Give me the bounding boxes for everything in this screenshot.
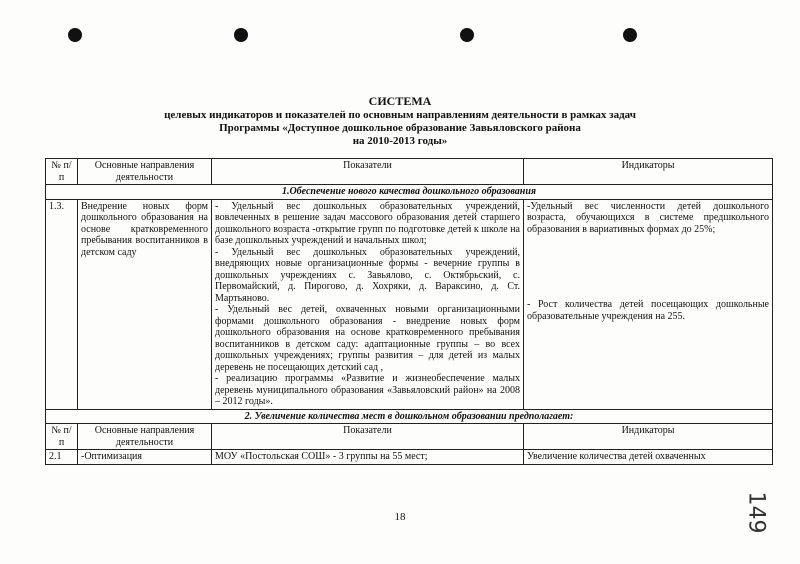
target-paragraph: - Рост количества детей посещающих дошкольные образовательные учреждения на 255. [527, 299, 769, 322]
row-targets [524, 199, 773, 409]
header-num: № п/п [46, 159, 78, 185]
row-indicators [212, 199, 524, 409]
indicator-paragraph: - Удельный вес дошкольных образовательных учреждений, внедряющих новые организационные формы - вечерние группы в дошкольных учреждениях с. Завьялово, с. Октябрьский, с. Первомайский, д. Пирогово, д. Хохряки, д. Вараксино, д. Ст. Мартьяново. [215, 246, 520, 304]
row-direction: Внедрение новых форм дошкольного образования на основе кратковременного пребывания воспитанников в детском саду [78, 199, 212, 409]
table-header-row-repeat [46, 424, 773, 450]
document-subtitle-line-3: на 2010-2013 годы» [352, 135, 448, 147]
handwritten-page-stamp: 149 [743, 491, 769, 534]
page-number: 18 [394, 511, 406, 523]
row-direction: -Оптимизация [78, 450, 212, 465]
target-paragraph: -Удельный вес численности детей дошкольного возраста, обучающихся в системе предшкольного образования в вариативных формах до 25%; [527, 200, 769, 235]
header-indicators: Показатели [212, 159, 524, 185]
header-direction: Основные направления деятельности [78, 424, 212, 450]
indicator-paragraph: - Удельный вес детей, охваченных новыми организационными формами дошкольного образования - внедрение новых форм дошкольного образования на основе кратковременного пребывания воспитанников в детском саду: адаптационные группы – во всех дошкольных учреждениях; группы развития – для детей из малых деревень не посещающих детский сад , [215, 304, 520, 373]
header-direction: Основные направления деятельности [78, 159, 212, 185]
indicators-table [45, 158, 773, 465]
punch-hole-far-right [623, 28, 637, 42]
document-subtitle-line-1: целевых индикаторов и показателей по основным направлениям деятельности в рамках задач [164, 109, 636, 121]
header-num: № п/п [46, 424, 78, 450]
document-subtitle-line-2: Программы «Доступное дошкольное образование Завьяловского района [219, 122, 581, 134]
target-spacer [527, 235, 769, 299]
section-row-1 [46, 185, 773, 200]
section-title-2: 2. Увеличение количества мест в дошкольном образовании предполагает: [46, 409, 773, 424]
header-targets: Индикаторы [524, 159, 773, 185]
row-targets: Увеличение количества детей охваченных [524, 450, 773, 465]
punch-hole-center [234, 28, 248, 42]
table-row [46, 199, 773, 409]
document-title: СИСТЕМА [368, 94, 432, 108]
header-indicators: Показатели [212, 424, 524, 450]
row-indicators: МОУ «Постольская СОШ» - 3 группы на 55 мест; [212, 450, 524, 465]
section-title-1: 1.Обеспечение нового качества дошкольного образования [46, 185, 773, 200]
punch-hole-right [460, 28, 474, 42]
header-targets: Индикаторы [524, 424, 773, 450]
indicator-paragraph: - Удельный вес дошкольных образовательных учреждений, вовлеченных в решение задач массового образования детей старшего дошкольного возраста -открытие групп по подготовке детей к школе на базе дошкольных учреждений и начальных школ; [215, 200, 520, 246]
table-header-row [46, 159, 773, 185]
table-row [46, 450, 773, 465]
section-row-2 [46, 409, 773, 424]
row-num: 1.3. [46, 199, 78, 409]
indicator-paragraph: - реализацию программы «Развитие и жизнеобеспечение малых деревень муниципального образования «Завьяловский район» на 2008 – 2012 годы». [215, 373, 520, 407]
punch-hole-left [68, 28, 82, 42]
row-num: 2.1 [46, 450, 78, 465]
